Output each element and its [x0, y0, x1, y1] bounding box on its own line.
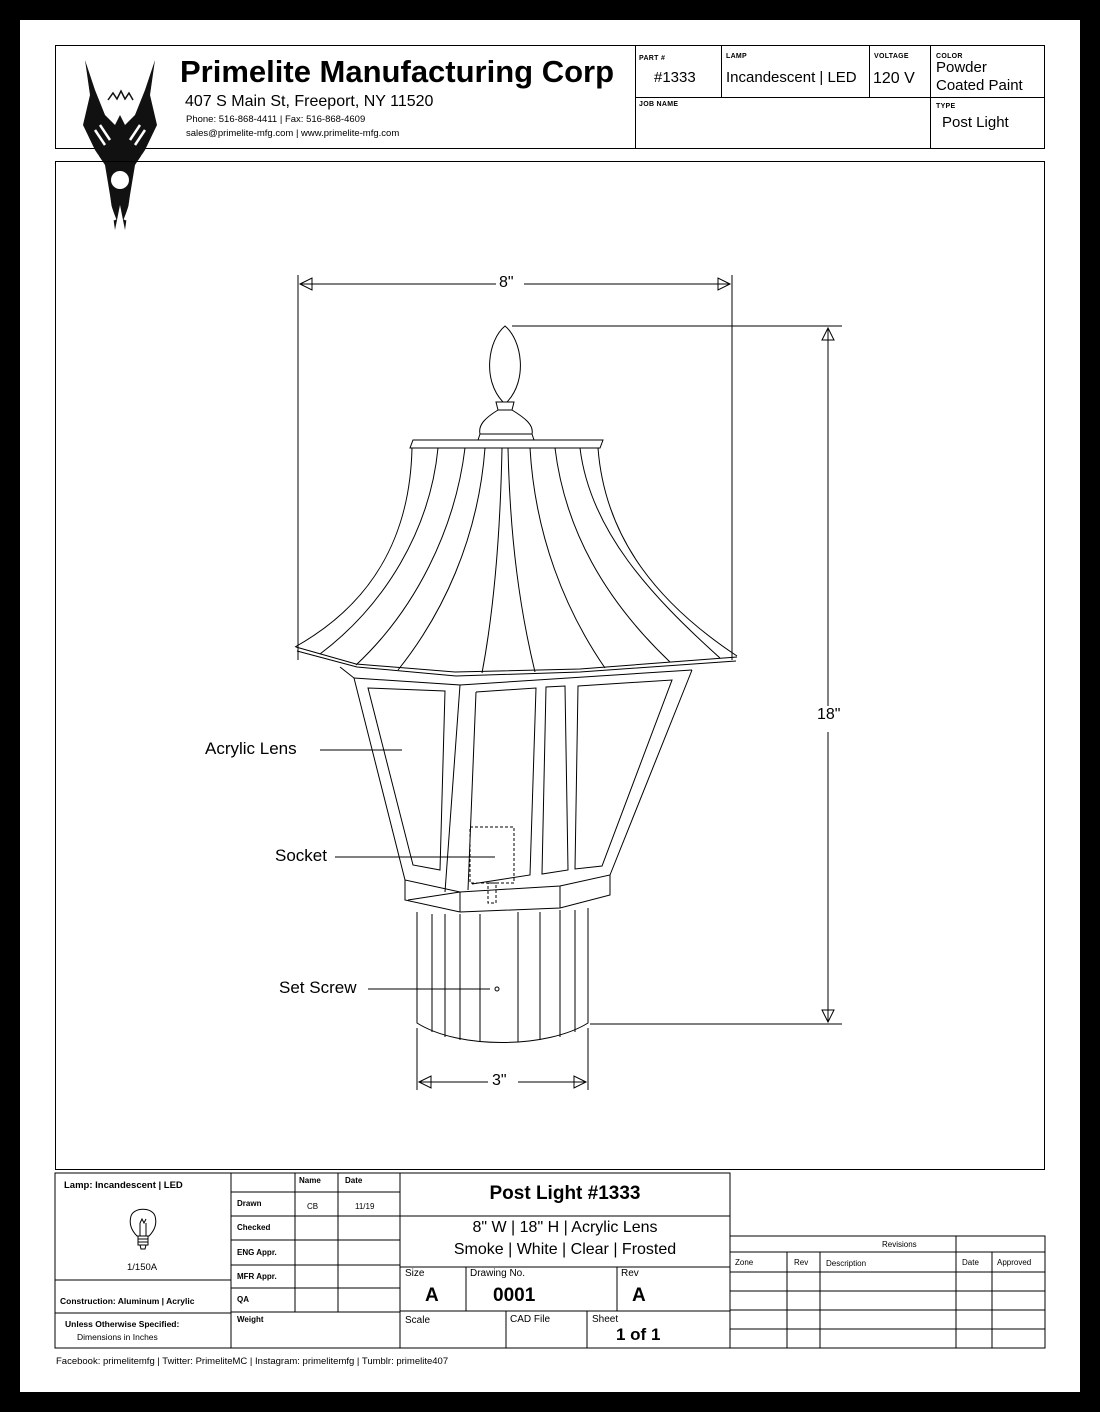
- lamp-value: Incandescent | LED: [726, 69, 857, 86]
- sheet-label: Sheet: [592, 1314, 619, 1325]
- type-value: Post Light: [942, 114, 1009, 131]
- row-drawn: Drawn: [237, 1199, 262, 1208]
- voltage-label: VOLTAGE: [874, 53, 909, 60]
- col-name-header: Name: [299, 1176, 321, 1185]
- color-line1: Powder: [936, 59, 987, 76]
- drawn-name: CB: [307, 1202, 319, 1211]
- company-name: Primelite Manufacturing Corp: [180, 54, 615, 89]
- light-bulb-icon: [127, 1203, 159, 1255]
- part-label: PART #: [639, 55, 666, 62]
- dimensions-note: Dimensions in Inches: [77, 1332, 158, 1342]
- spec-line-1: 8" W | 18" H | Acrylic Lens: [472, 1219, 658, 1236]
- scale-label: Scale: [405, 1315, 431, 1326]
- dim-width-label: 8": [499, 274, 514, 291]
- part-value: #1333: [654, 69, 696, 86]
- callout-set-screw: Set Screw: [279, 978, 357, 997]
- row-weight: Weight: [237, 1315, 264, 1324]
- revisions-title: Revisions: [882, 1240, 917, 1249]
- job-name-label: JOB NAME: [639, 101, 679, 108]
- lamp-title: Lamp: Incandescent | LED: [64, 1180, 183, 1191]
- company-email-web: sales@primelite-mfg.com | www.primelite-mfg.com: [186, 128, 400, 139]
- lamp-label: LAMP: [726, 53, 748, 60]
- rev-col-date: Date: [962, 1258, 979, 1267]
- spec-line-2: Smoke | White | Clear | Frosted: [453, 1241, 677, 1258]
- row-checked: Checked: [237, 1223, 271, 1232]
- dim-base-label: 3": [492, 1072, 507, 1089]
- rev-col-rev: Rev: [794, 1258, 809, 1267]
- product-title: Post Light #1333: [489, 1183, 641, 1204]
- rev-col-description: Description: [826, 1259, 867, 1268]
- color-line2: Coated Paint: [936, 77, 1023, 94]
- row-eng-appr: ENG Appr.: [237, 1248, 277, 1257]
- social-footer: Facebook: primelitemfg | Twitter: PrimeliteMC | Instagram: primelitemfg | Tumblr: primelite407: [56, 1356, 449, 1367]
- row-mfr-appr: MFR Appr.: [237, 1272, 277, 1281]
- bulb-label: 1/150A: [127, 1262, 158, 1273]
- type-label: TYPE: [936, 103, 956, 110]
- voltage-value: 120 V: [873, 70, 915, 87]
- drawing-no-label: Drawing No.: [470, 1268, 526, 1279]
- row-qa: QA: [237, 1295, 249, 1304]
- cad-file-label: CAD File: [510, 1314, 551, 1325]
- col-date-header: Date: [345, 1176, 363, 1185]
- size-label: Size: [405, 1268, 425, 1279]
- callout-acrylic-lens: Acrylic Lens: [205, 739, 297, 758]
- rev-label: Rev: [621, 1268, 639, 1279]
- unless-note: Unless Otherwise Specified:: [65, 1319, 180, 1329]
- dim-height-label: 18": [817, 706, 841, 723]
- rev-value: A: [632, 1285, 646, 1306]
- spec-sheet: [20, 20, 1080, 1392]
- rev-col-zone: Zone: [735, 1258, 754, 1267]
- drawn-date: 11/19: [355, 1202, 375, 1211]
- sheet-value: 1 of 1: [616, 1325, 661, 1344]
- company-phone-fax: Phone: 516-868-4411 | Fax: 516-868-4609: [186, 114, 366, 125]
- company-address: 407 S Main St, Freeport, NY 11520: [185, 93, 434, 110]
- size-value: A: [425, 1285, 439, 1306]
- drawing-no-value: 0001: [493, 1285, 536, 1306]
- callout-socket: Socket: [275, 846, 327, 865]
- construction-note: Construction: Aluminum | Acrylic: [60, 1296, 195, 1306]
- rev-col-approved: Approved: [997, 1258, 1032, 1267]
- color-label: COLOR: [936, 53, 963, 60]
